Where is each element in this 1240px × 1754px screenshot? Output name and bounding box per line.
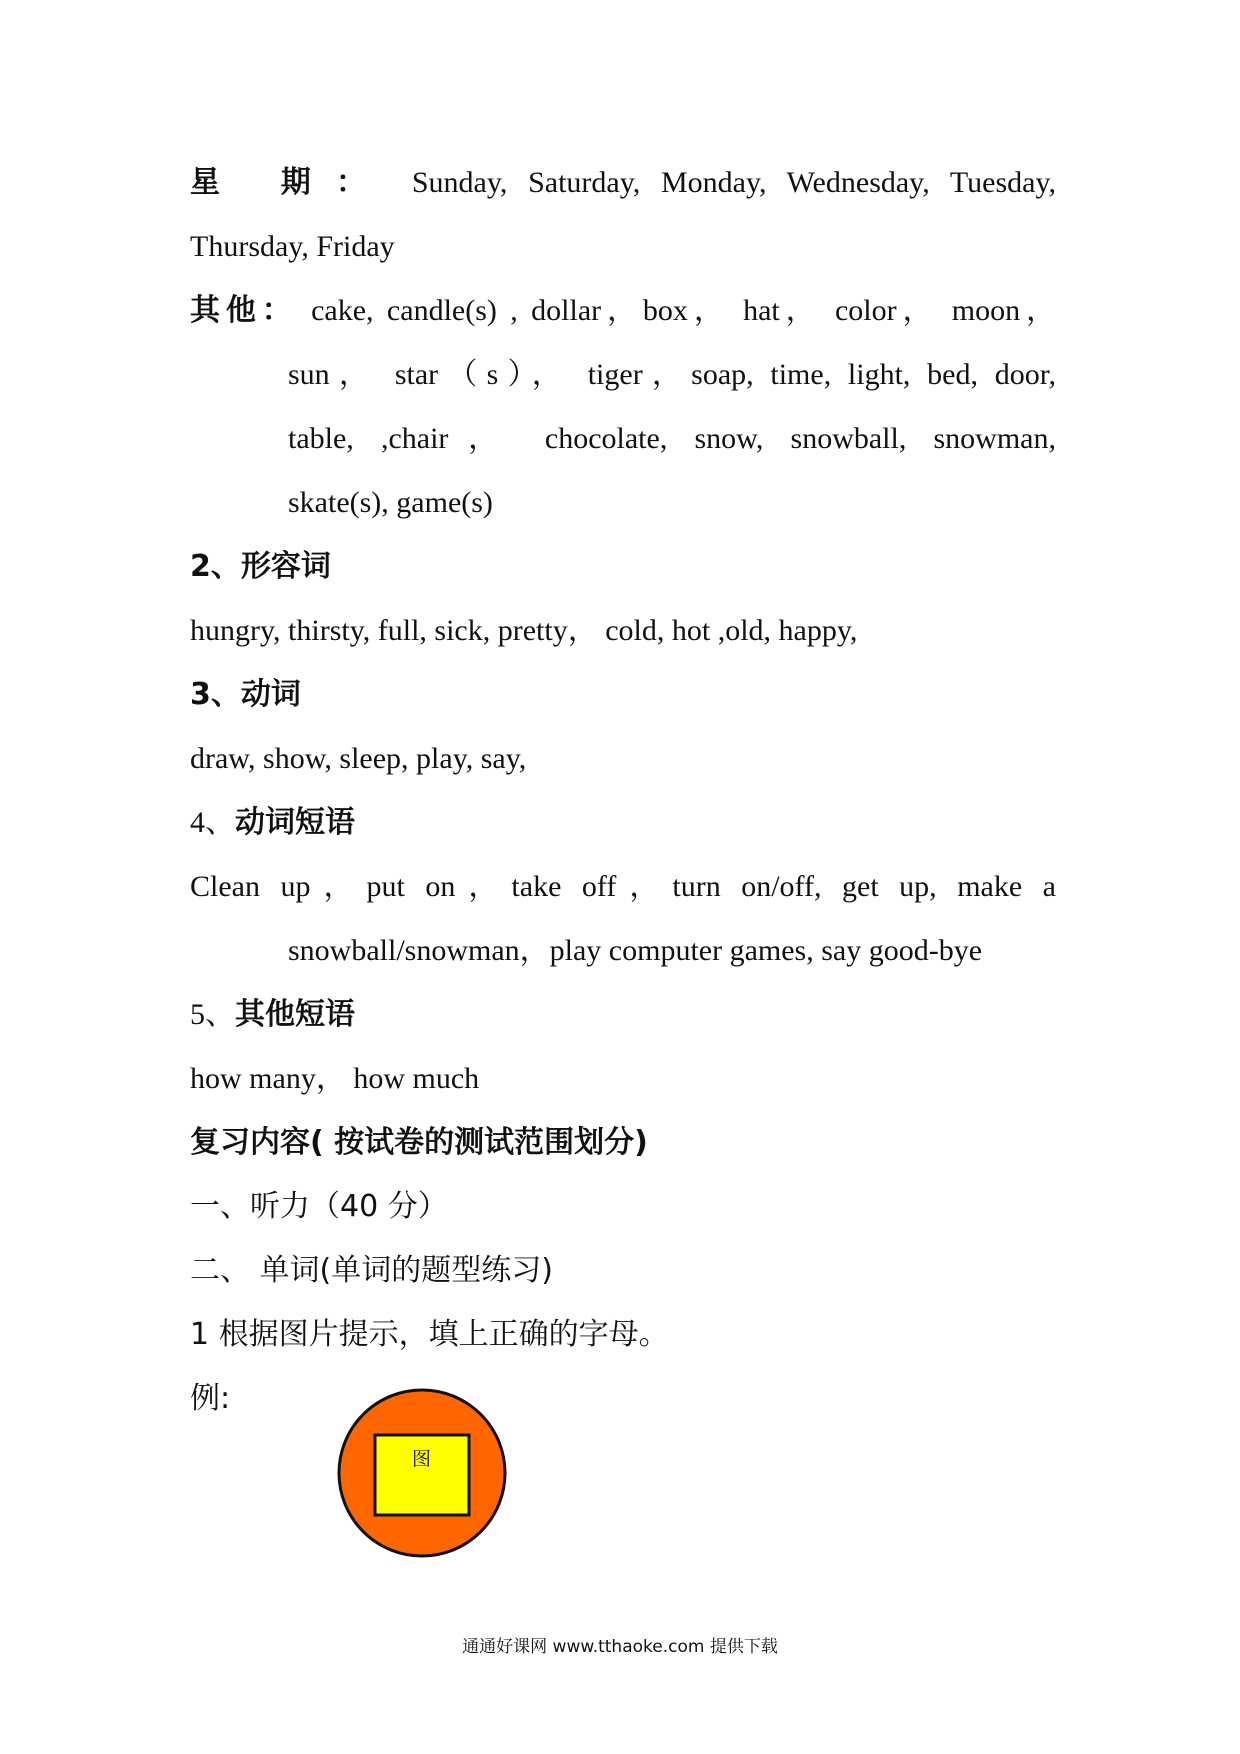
weekdays-line-2: Thursday, Friday — [190, 230, 395, 263]
task-instruction: 1 根据图片提示，填上正确的字母。 — [190, 1317, 669, 1352]
verb-phrases-heading — [190, 803, 355, 843]
others-label: 其他： — [190, 293, 298, 328]
weekdays-label: 星 期： — [190, 165, 392, 200]
others-line-3: table, ,chair， chocolate, snow, snowball, snowman, — [288, 422, 1056, 455]
example-picture — [337, 1388, 507, 1558]
page-footer: 通通好课网 www.tthaoke.com 提供下载 — [462, 1637, 778, 1657]
words-section: 二、 单词(单词的题型练习) — [190, 1253, 553, 1288]
adjectives-list: hungry, thirsty, full, sick, pretty， cold, hot ,old, happy, — [190, 614, 858, 647]
other-phrases-number: 5、 — [190, 998, 235, 1031]
listening-section: 一、听力（40 分） — [190, 1189, 448, 1224]
others-list-1: cake, candle(s) , dollar，box， hat， color， moon， — [311, 294, 1057, 327]
weekdays-list-1: Sunday, Saturday, Monday, Wednesday, Tuesday, — [411, 166, 1056, 199]
other-phrases-list: how many， how much — [190, 1062, 480, 1095]
adjectives-heading: 2、形容词 — [190, 549, 331, 584]
verb-phrases-title: 动词短语 — [235, 805, 355, 840]
verbs-list: draw, show, sleep, play, say, — [190, 742, 527, 775]
verb-phrases-line-2: snowball/snowman，play computer games, say good-bye — [288, 934, 983, 967]
verbs-heading: 3、动词 — [190, 677, 301, 712]
other-phrases-title: 其他短语 — [235, 997, 355, 1032]
others-line-4: skate(s), game(s) — [288, 486, 493, 519]
example-square — [375, 1435, 469, 1515]
verb-phrases-number: 4、 — [190, 806, 235, 839]
weekdays-line-1 — [190, 163, 1056, 203]
example-label: 例: — [190, 1381, 231, 1416]
others-line-2: sun， star（s）， tiger，soap, time, light, bed, door, — [288, 358, 1056, 391]
other-phrases-heading — [190, 995, 355, 1035]
example-figure-label: 图 — [412, 1448, 432, 1470]
verb-phrases-line-1: Clean up，put on，take off，turn on/off, get up, make a — [190, 870, 1056, 903]
others-line-1 — [190, 291, 1056, 331]
review-heading: 复习内容( 按试卷的测试范围划分) — [190, 1125, 648, 1160]
